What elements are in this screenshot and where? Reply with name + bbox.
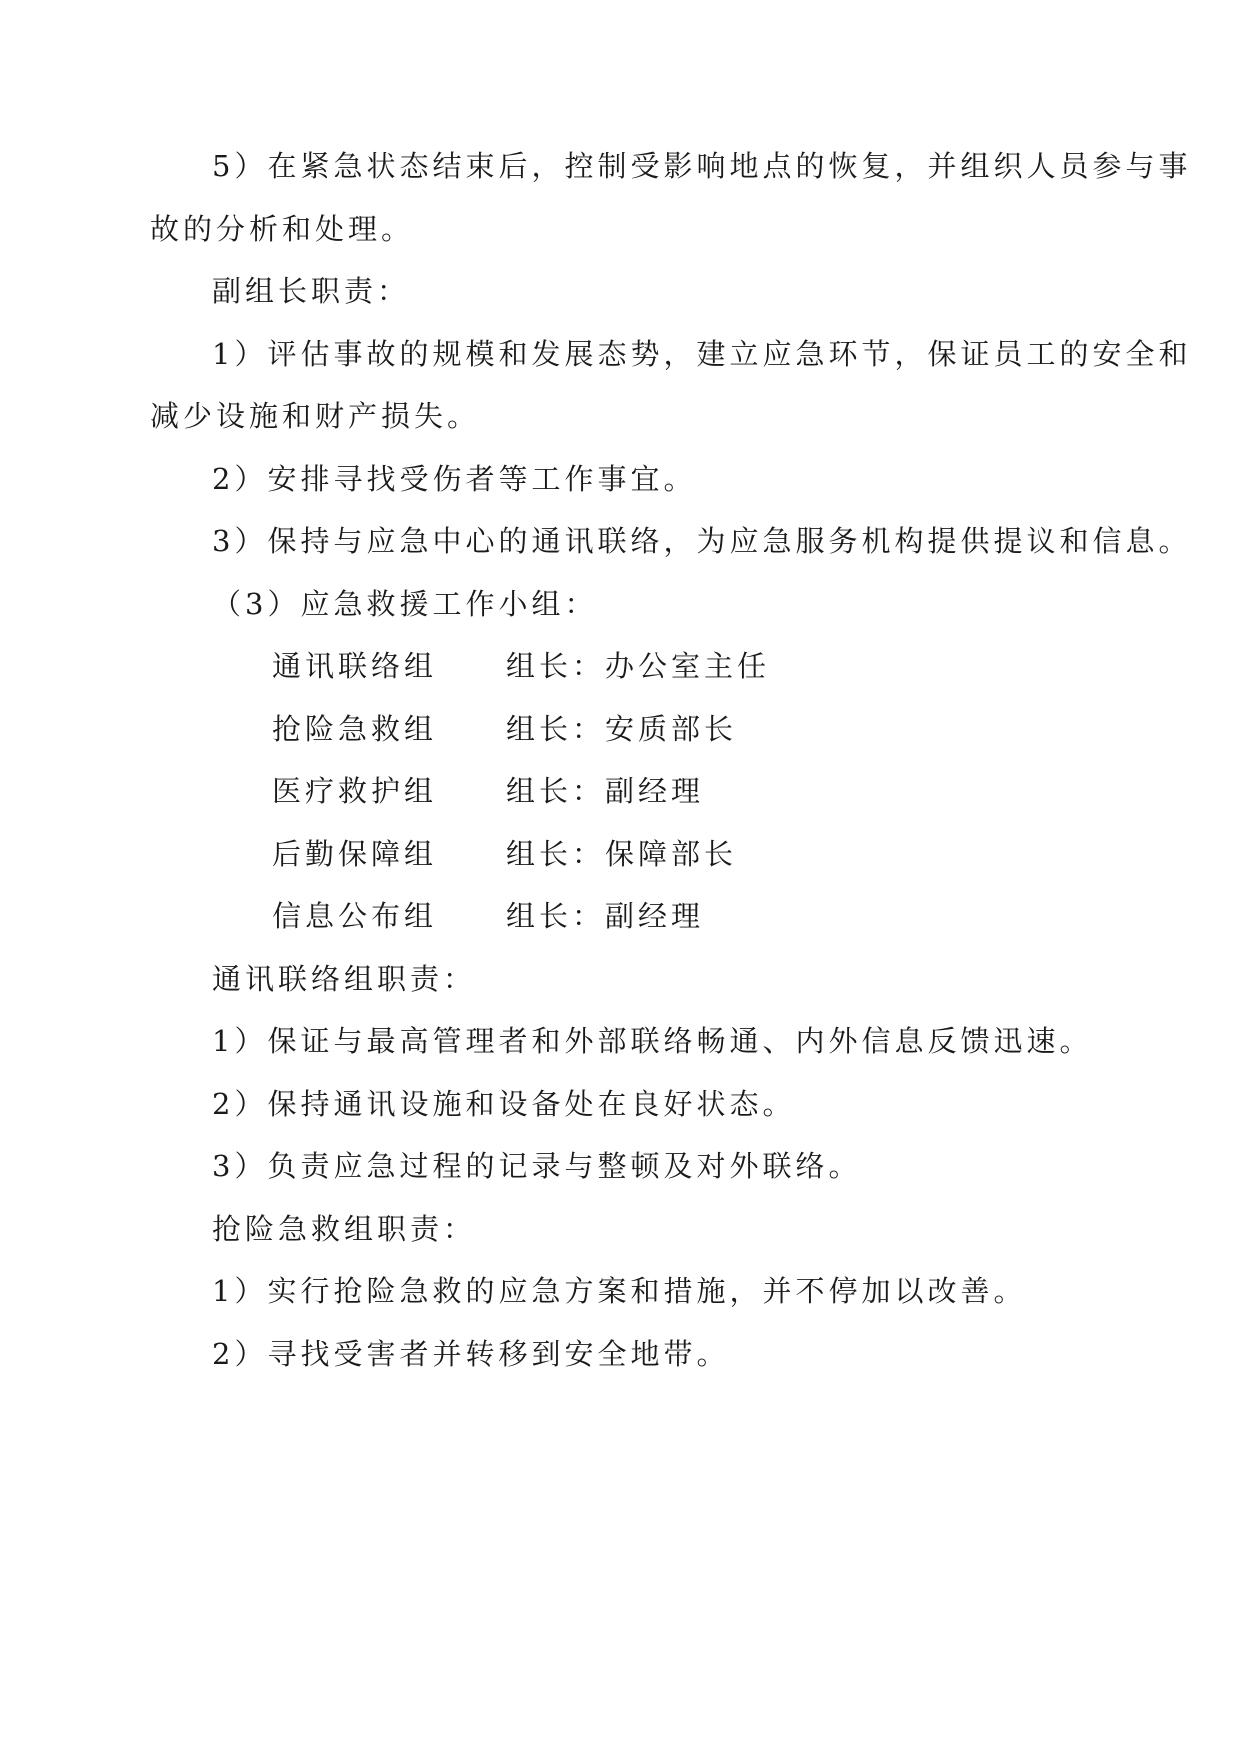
team-leader: 组长：办公室主任 bbox=[506, 649, 771, 683]
paragraph-vice-duty-1: 1）评估事故的规模和发展态势，建立应急环节，保证员工的安全和 bbox=[212, 337, 1192, 371]
team-leader: 组长：保障部长 bbox=[506, 837, 738, 871]
team-name: 通讯联络组 bbox=[272, 649, 438, 683]
team-leader: 组长：副经理 bbox=[506, 774, 705, 808]
paragraph-deputy-duty-5-cont: 故的分析和处理。 bbox=[150, 212, 415, 246]
paragraph-vice-duty-2: 2）安排寻找受伤者等工作事宜。 bbox=[212, 462, 697, 496]
heading-vice-leader-duties: 副组长职责： bbox=[212, 274, 411, 308]
heading-rescue-duties: 抢险急救组职责： bbox=[212, 1212, 477, 1246]
paragraph-comm-duty-2: 2）保持通讯设施和设备处在良好状态。 bbox=[212, 1087, 796, 1121]
heading-communication-duties: 通讯联络组职责： bbox=[212, 962, 477, 996]
paragraph-comm-duty-1: 1）保证与最高管理者和外部联络畅通、内外信息反馈迅速。 bbox=[212, 1024, 1093, 1058]
team-leader: 组长：安质部长 bbox=[506, 712, 738, 746]
paragraph-comm-duty-3: 3）负责应急过程的记录与整顿及对外联络。 bbox=[212, 1149, 862, 1183]
paragraph-vice-duty-3: 3）保持与应急中心的通讯联络，为应急服务机构提供提议和信息。 bbox=[212, 524, 1192, 558]
team-name: 信息公布组 bbox=[272, 899, 438, 933]
heading-rescue-teams: （3）应急救援工作小组： bbox=[212, 587, 598, 621]
team-leader: 组长：副经理 bbox=[506, 899, 705, 933]
paragraph-rescue-duty-1: 1）实行抢险急救的应急方案和措施，并不停加以改善。 bbox=[212, 1274, 1027, 1308]
paragraph-deputy-duty-5: 5）在紧急状态结束后，控制受影响地点的恢复，并组织人员参与事 bbox=[212, 149, 1192, 183]
team-name: 后勤保障组 bbox=[272, 837, 438, 871]
paragraph-rescue-duty-2: 2）寻找受害者并转移到安全地带。 bbox=[212, 1337, 730, 1371]
team-name: 医疗救护组 bbox=[272, 774, 438, 808]
paragraph-vice-duty-1-cont: 减少设施和财产损失。 bbox=[150, 399, 481, 433]
team-name: 抢险急救组 bbox=[272, 712, 438, 746]
